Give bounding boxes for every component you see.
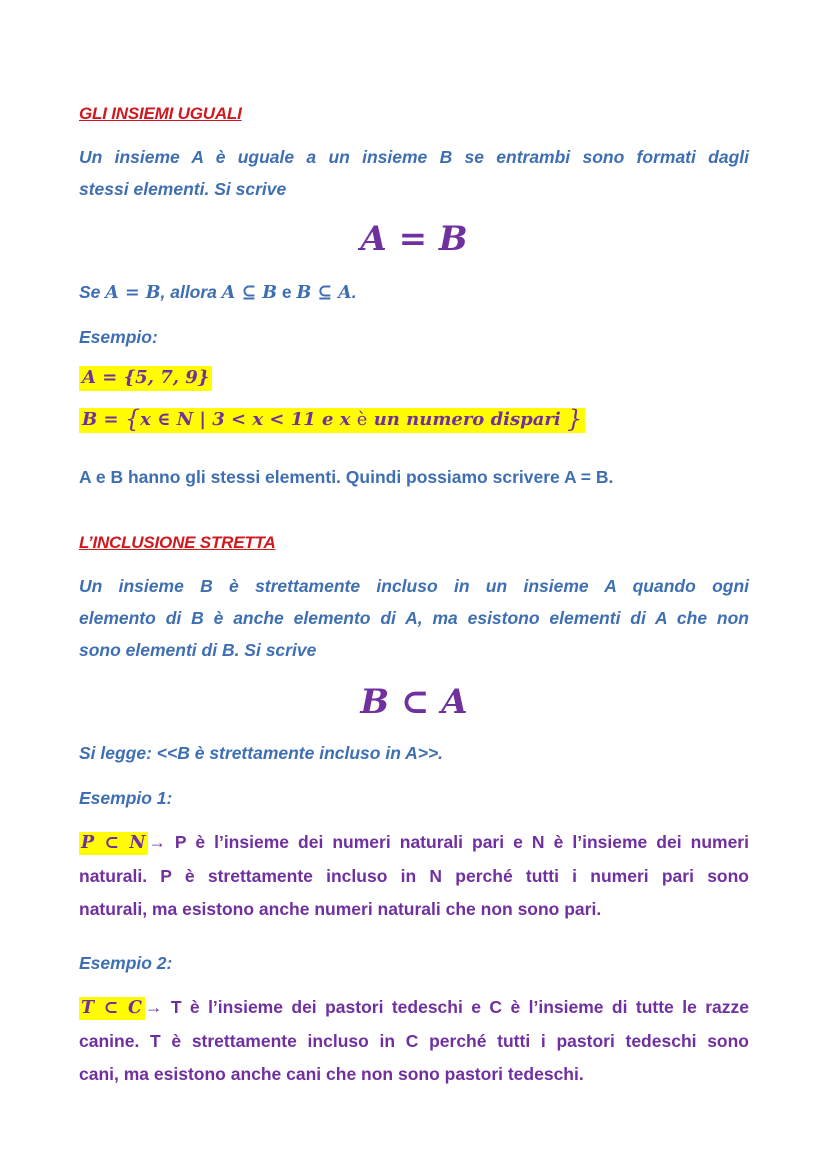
- example-text: P è l’insieme dei numeri naturali pari e N è l’insieme dei numeri: [165, 832, 749, 852]
- set-b-tail: un numero dispari: [367, 409, 567, 430]
- example2-math: T ⊂ C: [79, 997, 145, 1020]
- set-a-line: [79, 367, 212, 388]
- property-math: B ⊆ A: [296, 283, 352, 303]
- conclusion-text: A e B hanno gli stessi elementi. Quindi possiamo scrivere A = B.: [79, 467, 614, 487]
- section-heading-strict-inclusion: L’INCLUSIONE STRETTA: [79, 533, 276, 552]
- set-b-math: [79, 405, 585, 433]
- arrow-icon: →: [144, 997, 163, 1017]
- example2-label: Esempio 2:: [79, 953, 173, 973]
- set-b-line: [79, 405, 585, 433]
- example-line: naturali. P è strettamente incluso in N perché tutti i numeri pari sono: [79, 866, 749, 886]
- example-line: cani, ma esistono anche cani che non sono pastori tedeschi.: [79, 1064, 584, 1084]
- example-line: [79, 826, 749, 860]
- brace-open: {: [124, 405, 141, 433]
- example-line: canine. T è strettamente incluso in C perché tutti i pastori tedeschi sono: [79, 1031, 749, 1051]
- property-line: [79, 282, 357, 303]
- formula-strict-inclusion: B ⊂ A: [360, 682, 468, 722]
- definition-line: Un insieme B è strettamente incluso in un insieme A quando ogni: [79, 576, 749, 596]
- definition-strict-inclusion: [79, 570, 749, 666]
- formula-equal: A = B: [360, 219, 468, 259]
- property-text: e: [277, 282, 297, 302]
- example-label: Esempio:: [79, 327, 158, 347]
- example-line: [79, 991, 749, 1025]
- property-math: A = B: [105, 283, 161, 303]
- set-b-e: è: [356, 409, 368, 430]
- set-b-condition: x ∈ N | 3 < x < 11 e x: [140, 409, 357, 430]
- reading-text: Si legge: <<B è strettamente incluso in A>>.: [79, 743, 444, 763]
- property-prefix: Se: [79, 282, 106, 302]
- brace-close: }: [566, 405, 583, 433]
- definition-line: sono elementi di B. Si scrive: [79, 640, 317, 660]
- definition-line: Un insieme A è uguale a un insieme B se entrambi sono formati dagli: [79, 147, 749, 167]
- property-text: , allora: [160, 282, 222, 302]
- example1-math: P ⊂ N: [79, 832, 148, 855]
- section-heading-equal-sets: GLI INSIEMI UGUALI: [79, 104, 242, 123]
- example-line: naturali, ma esistono anche numeri naturali che non sono pari.: [79, 899, 602, 919]
- definition-line: stessi elementi. Si scrive: [79, 179, 287, 199]
- example2-text: [79, 991, 749, 1091]
- set-b-start: B =: [82, 409, 125, 430]
- property-math: A ⊆ B: [221, 283, 277, 303]
- definition-line: elemento di B è anche elemento di A, ma esistono elementi di A che non: [79, 608, 749, 628]
- set-a-math: A = {5, 7, 9}: [79, 366, 212, 391]
- definition-equal-sets: [79, 141, 749, 205]
- arrow-icon: →: [148, 832, 166, 852]
- property-text: .: [351, 282, 357, 302]
- example-text: T è l’insieme dei pastori tedeschi e C è l’insieme di tutte le razze: [162, 997, 749, 1017]
- example1-label: Esempio 1:: [79, 788, 173, 808]
- example1-text: [79, 826, 749, 926]
